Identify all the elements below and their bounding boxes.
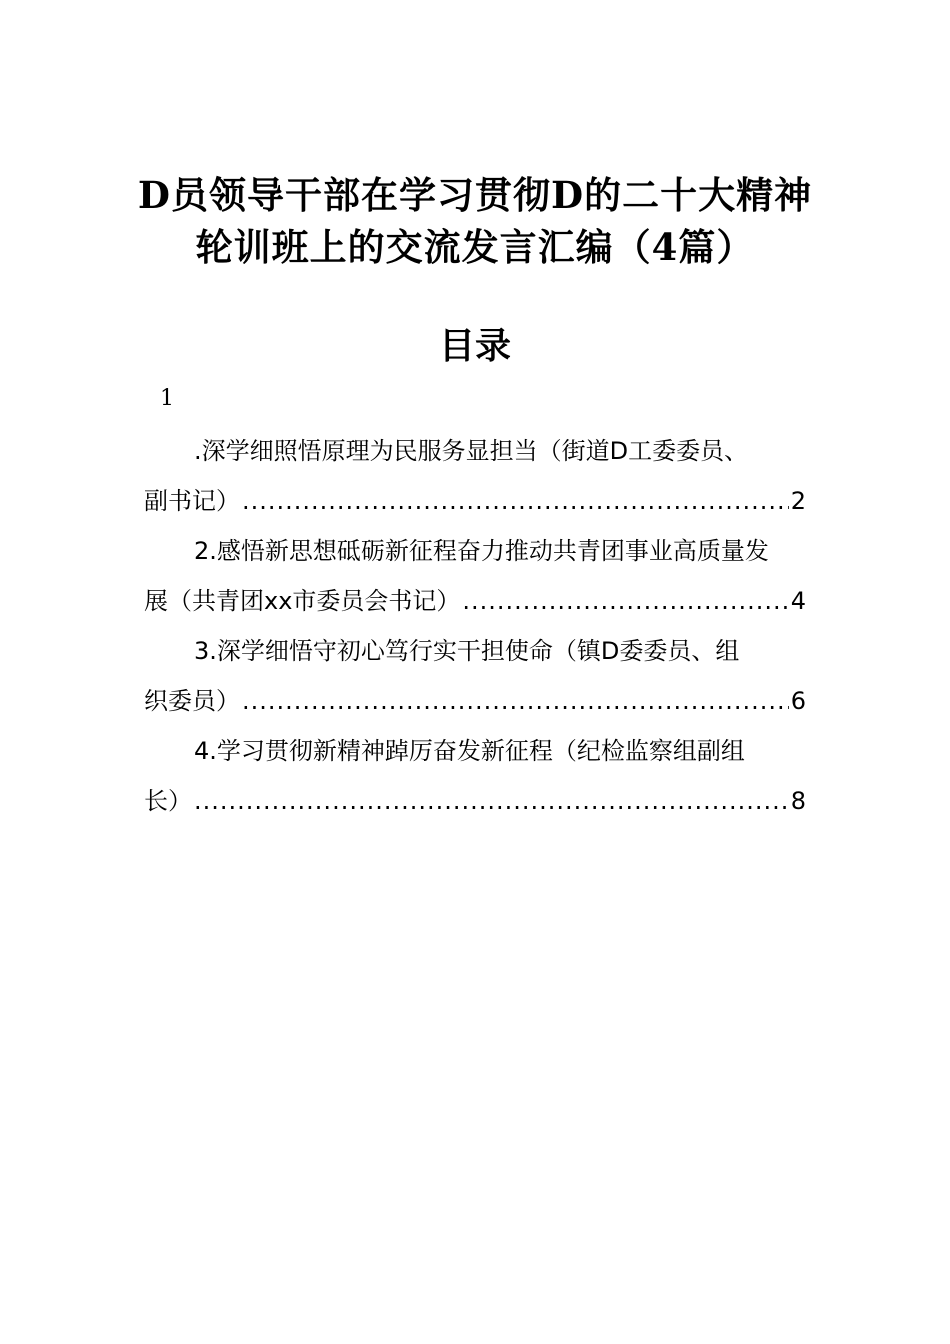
toc-entry-4[interactable] (144, 726, 806, 826)
toc-entry-title-continued: 副书记） (144, 487, 240, 515)
toc-page-number: 4 (790, 587, 806, 615)
toc-entry-1[interactable] (144, 426, 806, 526)
toc-entry-2[interactable] (144, 526, 806, 626)
dot-leader (242, 676, 789, 726)
toc-page-number: 6 (790, 687, 806, 715)
toc-entry-title-continued: 织委员） (144, 687, 240, 715)
toc-entry-title: 3.深学细悟守初心笃行实干担使命（镇D委委员、组 (194, 637, 740, 665)
dot-leader (462, 576, 788, 626)
toc-page-number: 8 (790, 787, 806, 815)
toc-entry-title: 4.学习贯彻新精神踔厉奋发新征程（纪检监察组副组 (194, 737, 745, 765)
document-title-line2: 轮训班上的交流发言汇编（4篇） (195, 225, 755, 269)
toc-entry-title-continued: 展（共青团xx市委员会书记） (144, 587, 461, 615)
toc-entry-continuation (144, 576, 806, 626)
toc-entry-3[interactable] (144, 626, 806, 726)
toc-entry-title: 2.感悟新思想砥砺新征程奋力推动共青团事业高质量发 (194, 537, 769, 565)
toc-entry-title: .深学细照悟原理为民服务显担当（街道D工委委员、 (194, 437, 749, 465)
toc-entry-continuation (144, 476, 806, 526)
document-title-line1: D员领导干部在学习贯彻D的二十大精神 (137, 173, 813, 217)
list-marker: 1 (160, 386, 174, 411)
dot-leader (242, 476, 789, 526)
toc-entry-continuation (144, 776, 806, 826)
toc-entry-title-continued: 长） (144, 787, 192, 815)
dot-leader (194, 776, 789, 826)
toc-page-number: 2 (790, 487, 806, 515)
table-of-contents (144, 426, 806, 826)
toc-entry-continuation (144, 676, 806, 726)
toc-heading: 目录 (438, 325, 511, 367)
